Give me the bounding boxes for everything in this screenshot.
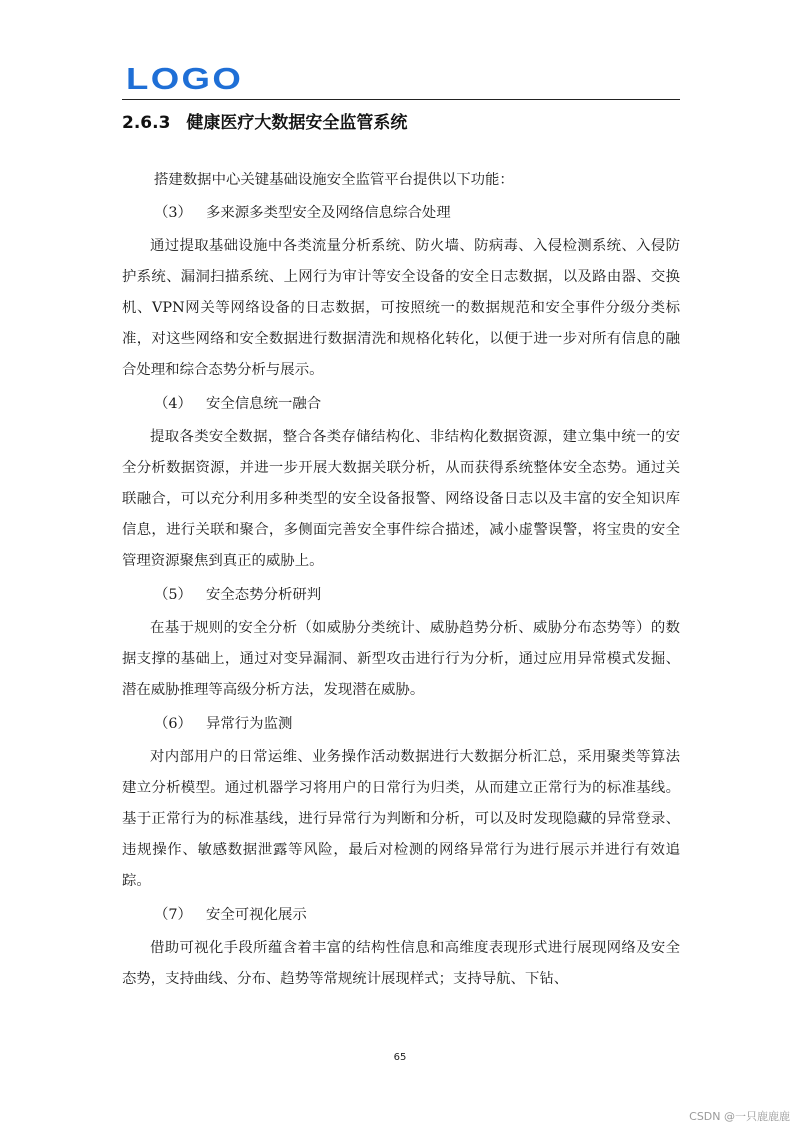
subsection-heading	[154, 580, 680, 611]
body-paragraph: 对内部用户的日常运维、业务操作活动数据进行大数据分析汇总，采用聚类等算法建立分析模型。通过机器学习将用户的日常行为归类，从而建立正常行为的标准基线。基于正常行为的标准基线，进行异常行为判断和分析，可以及时发现隐藏的异常登录、违规操作、敏感数据泄露等风险，最后对检测的网络异常行为进行展示并进行有效追踪。	[122, 749, 680, 889]
intro-paragraph: 搭建数据中心关键基础设施安全监管平台提供以下功能：	[154, 172, 514, 188]
body-paragraph: 提取各类安全数据，整合各类存储结构化、非结构化数据资源，建立集中统一的安全分析数据资源，并进一步开展大数据关联分析，从而获得系统整体安全态势。通过关联融合，可以充分利用多种类型的安全设备报警、网络设备日志以及丰富的安全知识库信息，进行关联和聚合，多侧面完善安全事件综合描述，减小虚警误警，将宝贵的安全管理资源聚焦到真正的威胁上。	[122, 429, 680, 569]
page-number: 65	[393, 1052, 407, 1063]
logo: LOGO	[126, 61, 244, 96]
body-paragraph: 借助可视化手段所蕴含着丰富的结构性信息和高维度表现形式进行展现网络及安全态势，支持曲线、分布、趋势等常规统计展现样式；支持导航、下钻、	[122, 940, 680, 987]
watermark: CSDN @一只鹿鹿鹿	[689, 1110, 790, 1123]
subsection-number: （3）	[154, 205, 192, 221]
subsection-title: 异常行为监测	[206, 716, 293, 732]
subsection-number: （6）	[154, 716, 192, 732]
header-rule	[122, 99, 680, 100]
subsection-title: 安全可视化展示	[206, 907, 307, 923]
body-paragraph: 在基于规则的安全分析（如威胁分类统计、威胁趋势分析、威胁分布态势等）的数据支撑的基础上，通过对变异漏洞、新型攻击进行行为分析，通过应用异常模式发掘、潜在威胁推理等高级分析方法，发现潜在威胁。	[122, 620, 680, 698]
subsection-number: （4）	[154, 396, 192, 412]
subsection-heading	[154, 900, 680, 931]
subsection-number: （7）	[154, 907, 192, 923]
subsection-number: （5）	[154, 587, 192, 603]
subsection-title: 多来源多类型安全及网络信息综合处理	[206, 205, 451, 221]
section-heading	[122, 112, 407, 134]
subsection-heading	[154, 198, 680, 229]
section-number: 2.6.3	[122, 113, 171, 133]
subsection-heading	[154, 389, 680, 420]
subsection-heading	[154, 709, 680, 740]
document-body	[122, 165, 680, 998]
body-paragraph: 通过提取基础设施中各类流量分析系统、防火墙、防病毒、入侵检测系统、入侵防护系统、漏洞扫描系统、上网行为审计等安全设备的安全日志数据，以及路由器、交换机、VPN网关等网络设备的日志数据，可按照统一的数据规范和安全事件分级分类标准，对这些网络和安全数据进行数据清洗和规格化转化，以便于进一步对所有信息的融合处理和综合态势分析与展示。	[122, 238, 680, 378]
section-title: 健康医疗大数据安全监管系统	[186, 113, 408, 133]
subsection-title: 安全态势分析研判	[206, 587, 322, 603]
subsection-title: 安全信息统一融合	[206, 396, 322, 412]
